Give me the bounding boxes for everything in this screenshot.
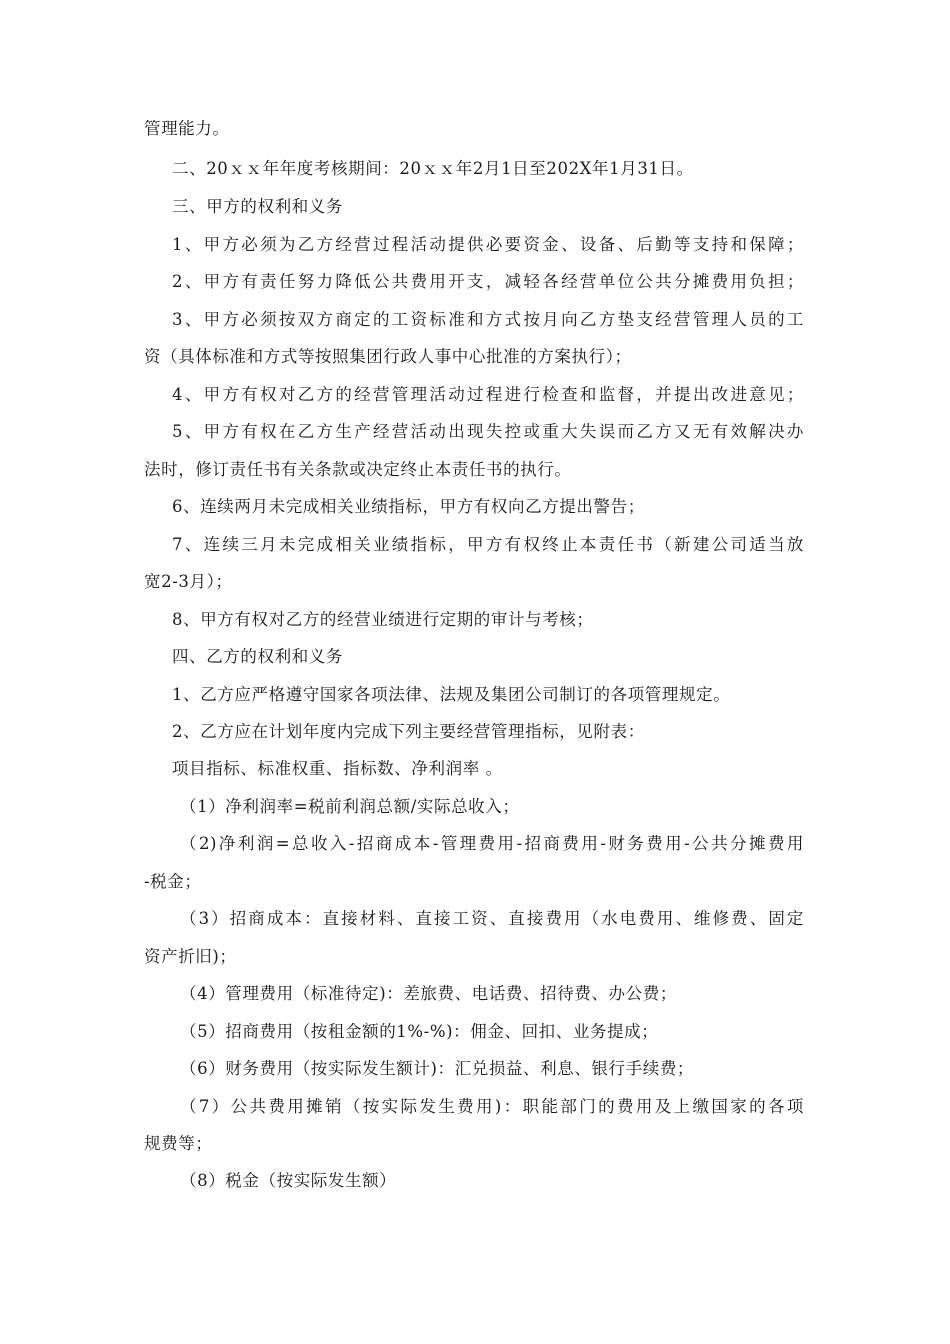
text-line: 规费等； bbox=[144, 1134, 213, 1153]
text-line: 2、乙方应在计划年度内完成下列主要经营管理指标，见附表： bbox=[172, 722, 645, 741]
text-line: 7、连续三月未完成相关业绩指标，甲方有权终止本责任书（新建公司适当放 bbox=[172, 535, 804, 554]
text-line: （1）净利润率=税前利润总额/实际总收入； bbox=[180, 797, 520, 816]
text-line: （4）管理费用（标准待定)：差旅费、电话费、招待费、办公费； bbox=[180, 984, 677, 1003]
text-line: 5、甲方有权在乙方生产经营活动出现失控或重大失误而乙方又无有效解决办 bbox=[172, 422, 804, 441]
text-line: （3）招商成本：直接材料、直接工资、直接费用（水电费用、维修费、固定 bbox=[180, 909, 804, 928]
text-line: 8、甲方有权对乙方的经营业绩进行定期的审计与考核； bbox=[172, 610, 594, 629]
text-line: 资（具体标准和方式等按照集团行政人事中心批准的方案执行）； bbox=[144, 347, 632, 366]
text-line: （6）财务费用（按实际发生额计)：汇兑损益、利息、银行手续费； bbox=[180, 1059, 695, 1078]
text-line: 6、连续两月未完成相关业绩指标，甲方有权向乙方提出警告； bbox=[172, 497, 645, 516]
text-line: 1、甲方必须为乙方经营过程活动提供必要资金、设备、后勤等支持和保障； bbox=[172, 235, 804, 254]
text-line: （5）招商费用（按租金额的1%-%)：佣金、回扣、业务提成； bbox=[180, 1022, 659, 1041]
text-line: 2、甲方有责任努力降低公共费用开支，减轻各经营单位公共分摊费用负担； bbox=[172, 272, 804, 291]
section-heading: 四、乙方的权利和义务 bbox=[172, 647, 343, 666]
text-line: 4、甲方有权对乙方的经营管理活动过程进行检查和监督，并提出改进意见； bbox=[172, 385, 804, 404]
text-line: （2)净利润=总收入-招商成本-管理费用-招商费用-财务费用-公共分摊费用 bbox=[180, 834, 804, 853]
text-line: -税金； bbox=[144, 872, 202, 891]
text-line: 资产折旧)； bbox=[144, 947, 237, 966]
text-line: （8）税金（按实际发生额） bbox=[180, 1171, 397, 1190]
section-heading: 三、甲方的权利和义务 bbox=[172, 197, 343, 216]
text-line: 3、甲方必须按双方商定的工资标准和方式按月向乙方垫支经营管理人员的工 bbox=[172, 310, 804, 329]
text-line: 法时，修订责任书有关条款或决定终止本责任书的执行。 bbox=[144, 460, 572, 479]
text-line: 宽2-3月）； bbox=[144, 572, 233, 591]
text-line: 1、乙方应严格遵守国家各项法律、法规及集团公司制订的各项管理规定。 bbox=[172, 685, 731, 704]
text-line: 管理能力。 bbox=[144, 119, 230, 138]
section-heading: 二、20ｘｘ年年度考核期间：20ｘｘ年2月1日至202X年1月31日。 bbox=[172, 159, 694, 178]
text-line: （7）公共费用摊销（按实际发生费用)：职能部门的费用及上缴国家的各项 bbox=[180, 1097, 804, 1116]
text-line: 项目指标、标准权重、指标数、净利润率 。 bbox=[172, 759, 503, 778]
